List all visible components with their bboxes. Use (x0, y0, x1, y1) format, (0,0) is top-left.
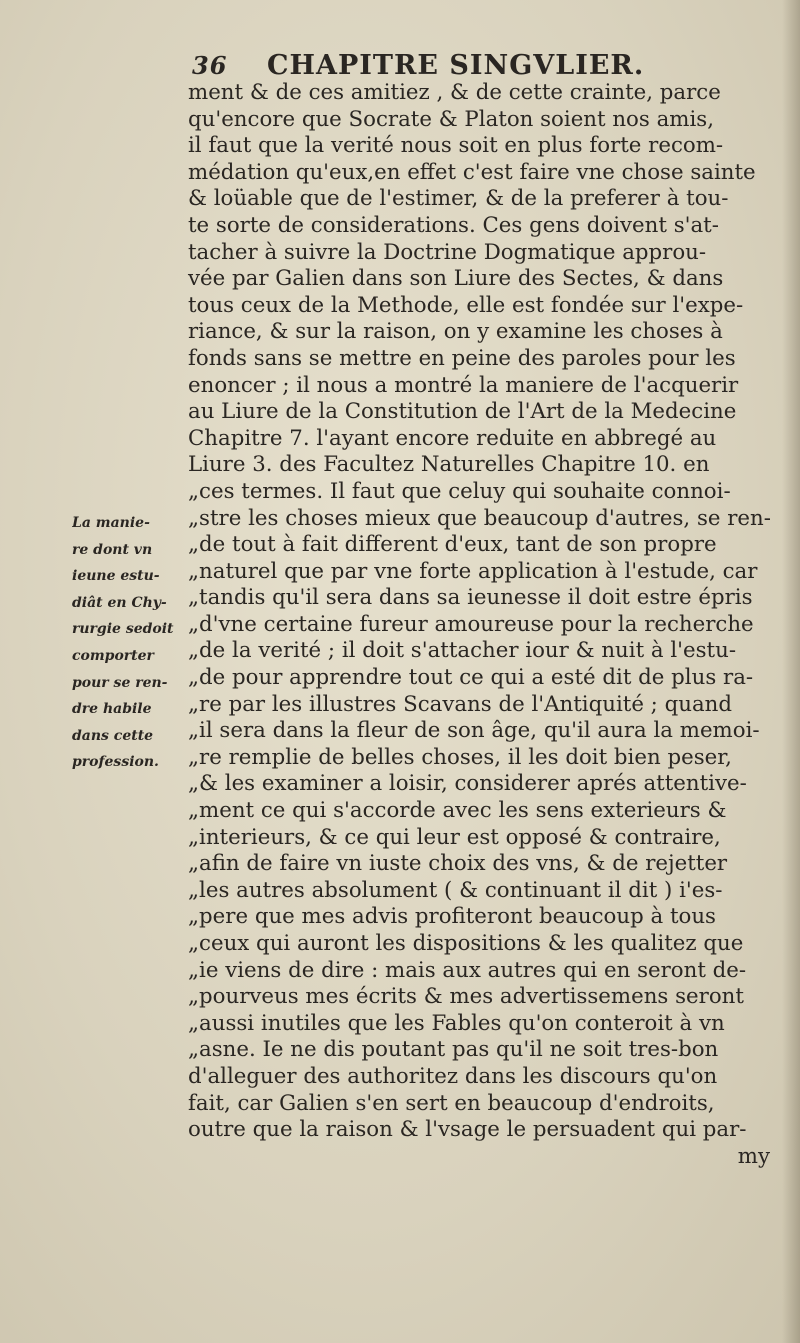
text-line: „ceux qui auront les dispositions & les qualitez que (188, 931, 744, 956)
text-line: „stre les choses mieux que beaucoup d'autres, se ren- (188, 505, 771, 531)
page-edge-shadow (782, 0, 800, 1343)
text-line: „d'vne certaine fureur amoureuse pour la recherche (188, 611, 754, 637)
text-line: d'alleguer des authoritez dans les discours qu'on (188, 1063, 718, 1089)
text-line: „ces termes. Il faut que celuy qui souhaite connoi- (188, 478, 731, 504)
text-line: fait, car Galien s'en sert en beaucoup d'endroits, (188, 1090, 715, 1116)
page-number: 36 (192, 51, 228, 80)
text-line: „aussi inutiles que les Fables qu'on conteroit à vn (188, 1010, 725, 1036)
text-line: „& les examiner a loisir, considerer aprés attentive- (188, 771, 747, 797)
chapter-title: CHAPITRE SINGVLIER. (267, 50, 645, 81)
catchword: my (737, 1143, 770, 1169)
text-line: „pere que mes advis profiteront beaucoup à tous (188, 904, 716, 930)
text-line: outre que la raison & l'vsage le persuadent qui par- (188, 1117, 747, 1143)
text-line: „naturel que par vne forte application à l'estude, car (188, 558, 758, 584)
body-text (188, 80, 770, 1170)
margin-note-line: dans cette (72, 727, 154, 744)
margin-note-line: re dont vn (72, 541, 153, 558)
text-line: Liure 3. des Facultez Naturelles Chapitre 10. en (188, 452, 710, 478)
text-line: ment & de ces amitiez , & de cette crainte, parce (188, 80, 721, 105)
text-line: tacher à suivre la Doctrine Dogmatique approu- (188, 239, 707, 265)
text-line: „pourveus mes écrits & mes advertissemens seront (188, 984, 744, 1010)
margin-note-line: profession. (72, 754, 159, 771)
margin-note-line: ieune estu- (72, 568, 160, 585)
text-line: te sorte de considerations. Ces gens doivent s'at- (188, 212, 719, 238)
text-line: „asne. Ie ne dis poutant pas qu'il ne soit tres-bon (188, 1037, 719, 1063)
text-line: fonds sans se mettre en peine des paroles pour les (188, 345, 736, 371)
margin-note-line: diât en Chy- (72, 594, 167, 611)
text-line: „re remplie de belles choses, il les doit bien peser, (188, 744, 732, 770)
text-line: „de la verité ; il doit s'attacher iour & nuit à l'estu- (188, 638, 737, 664)
text-line: „ment ce qui s'accorde avec les sens exterieurs & (188, 798, 727, 824)
text-line: „de pour apprendre tout ce qui a esté dit de plus ra- (188, 665, 754, 691)
text-line: „afin de faire vn iuste choix des vns, & de rejetter (188, 851, 728, 877)
text-line: médation qu'eux,en effet c'est faire vne chose sainte (188, 159, 756, 185)
margin-note-line: pour se ren- (72, 674, 168, 691)
text-line: „tandis qu'il sera dans sa ieunesse il doit estre épris (188, 585, 753, 611)
margin-note-line: comporter (72, 647, 154, 664)
margin-note-line: La manie- (72, 515, 150, 531)
margin-note (72, 510, 184, 776)
text-line: enoncer ; il nous a montré la maniere de l'acquerir (188, 372, 739, 398)
text-line: „ie viens de dire : mais aux autres qui en seront de- (188, 957, 747, 983)
text-line: tous ceux de la Methode, elle est fondée sur l'expe- (188, 292, 744, 318)
text-line: „les autres absolument ( & continuant il dit ) i'es- (188, 877, 723, 903)
text-line: riance, & sur la raison, on y examine les choses à (188, 319, 723, 345)
text-line: „il sera dans la fleur de son âge, qu'il aura la memoi- (188, 718, 760, 744)
text-line: & loüable que de l'estimer, & de la preferer à tou- (188, 186, 729, 212)
margin-note-line: rurgie sedoit (72, 621, 174, 638)
margin-note-line: dre habile (72, 701, 152, 718)
text-line: „interieurs, & ce qui leur est opposé & contraire, (188, 824, 721, 850)
text-line: vée par Galien dans son Liure des Sectes, & dans (188, 266, 724, 292)
text-line: il faut que la verité nous soit en plus forte recom- (188, 133, 724, 159)
text-line: au Liure de la Constitution de l'Art de la Medecine (188, 399, 737, 425)
text-line: qu'encore que Socrate & Platon soient nos amis, (188, 106, 714, 132)
text-line: Chapitre 7. l'ayant encore reduite en abbregé au (188, 425, 717, 451)
text-line: „de tout à fait different d'eux, tant de son propre (188, 532, 717, 558)
text-line: „re par les illustres Scavans de l'Antiquité ; quand (188, 691, 733, 717)
